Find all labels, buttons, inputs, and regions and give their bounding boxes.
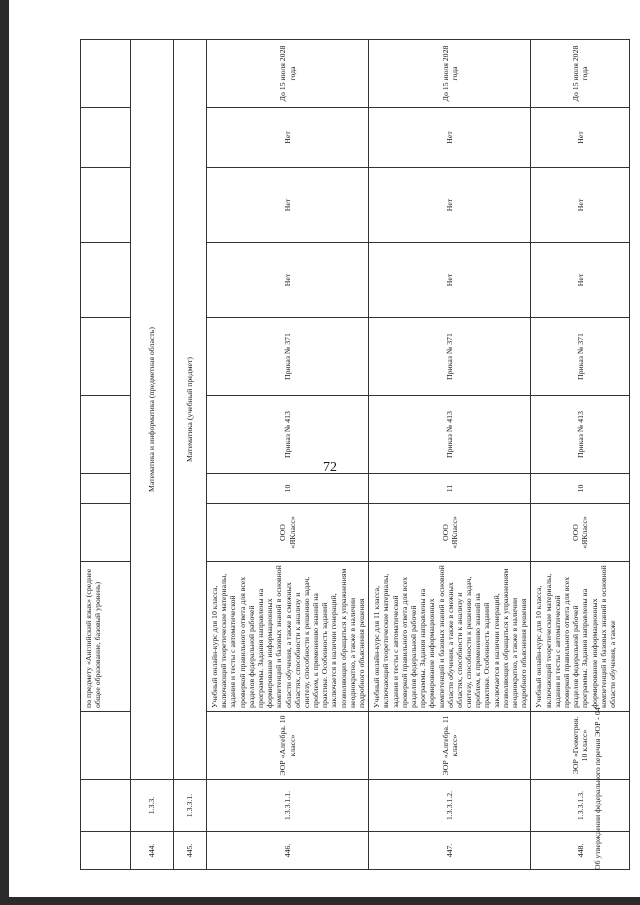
resource-name: ЭОР «Алгебра. 10 класс» [207,712,369,780]
table-row [531,40,630,870]
flag-cell: Нет [207,168,369,243]
table-row [207,40,369,870]
organization: ООО «ЯКласс» [531,504,630,562]
flag-cell: Нет [531,108,630,168]
order-371: Приказ № 371 [369,318,531,396]
row-number: 444. [131,832,174,870]
flag-cell: Нет [531,243,630,318]
section-title: Математика и информатика (предметная область) [131,40,174,780]
deadline: До 15 июля 2028 года [531,40,630,108]
eor-list-table [80,39,630,870]
flag-cell: Нет [369,243,531,318]
order-371: Приказ № 371 [531,318,630,396]
grade: 11 [369,474,531,504]
row-number: 447. [369,832,531,870]
row-code: 1.3.3.1.1. [207,780,369,832]
flag-cell: Нет [207,108,369,168]
page-number: 72 [323,460,337,475]
subsection-title: Математика (учебный предмет) [174,40,207,780]
table-row [81,40,131,870]
row-number: 448. [531,832,630,870]
table-row [369,40,531,870]
row-code: 1.3.3.1.2. [369,780,531,832]
order-413: Приказ № 413 [531,396,630,474]
resource-description: Учебный онлайн-курс для 10 класса, включающий теоретические материалы, задания и тесты с автоматической проверкой правильного ответа для всех разделов федеральной рабочей программы. Задания направлены на формирование информационных компетенций и базовых знаний в основной области обучения, а также в смежных областях, способности к анализу и синтезу, способности к решению задач, проблем, к применению знаний на практике. Особенность заданий заключается в наличии генераций, позволяющих обращаться к упражнениям неоднократно, а также в наличии подробного объяснения решения [207,562,369,712]
row-code: 1.3.3. [131,780,174,832]
flag-cell: Нет [207,243,369,318]
grade: 10 [531,474,630,504]
resource-name: ЭОР «Алгебра. 11 класс» [369,712,531,780]
flag-cell: Нет [531,168,630,243]
flag-cell: Нет [369,108,531,168]
resource-description: Учебный онлайн-курс для 11 класса, включающий теоретические материалы, задания и тесты с автоматической проверкой правильного ответа для всех разделов федеральной рабочей программы. Задания направлены на формирование информационных компетенций и базовых знаний в основной области обучения, а также в смежных областях, способности к анализу и синтезу, способности к решению задач, проблем, к применению знаний на практике. Особенность заданий заключается в наличии генераций, позволяющих обращаться к упражнениям неоднократно, а также в наличии подробного объяснения решения [369,562,531,712]
row-number: 446. [207,832,369,870]
order-413: Приказ № 413 [207,396,369,474]
organization: ООО «ЯКласс» [207,504,369,562]
deadline: До 15 июля 2028 года [369,40,531,108]
section-row [131,40,174,870]
rotated-table-container [80,40,617,870]
order-413: Приказ № 413 [369,396,531,474]
scan-edge [0,0,9,905]
row-code: 1.3.3.1.3. [531,780,630,832]
resource-name: ЭОР «Геометрия. 10 класс» [531,712,630,780]
resource-description: Учебный онлайн-курс для 10 класса, включающий теоретические материалы, задания и тесты с автоматической проверкой правильного ответа для всех разделов федеральной рабочей программы. Задания направлены на формирование информационных компетенций и базовых знаний в основной области обучения, а также [531,562,630,712]
row-code: 1.3.3.1. [174,780,207,832]
deadline: До 15 июля 2028 года [207,40,369,108]
flag-cell: Нет [369,168,531,243]
row-number: 445. [174,832,207,870]
footnote: Об утверждении федерального перечня ЭОР - 04 [593,707,602,870]
continuation-cell: по предмету «Английский язык» (среднее общее образование, базовый уровень) [81,562,131,712]
organization: ООО «ЯКласс» [369,504,531,562]
subsection-row [174,40,207,870]
order-371: Приказ № 371 [207,318,369,396]
scan-edge [0,897,640,905]
grade: 10 [207,474,369,504]
